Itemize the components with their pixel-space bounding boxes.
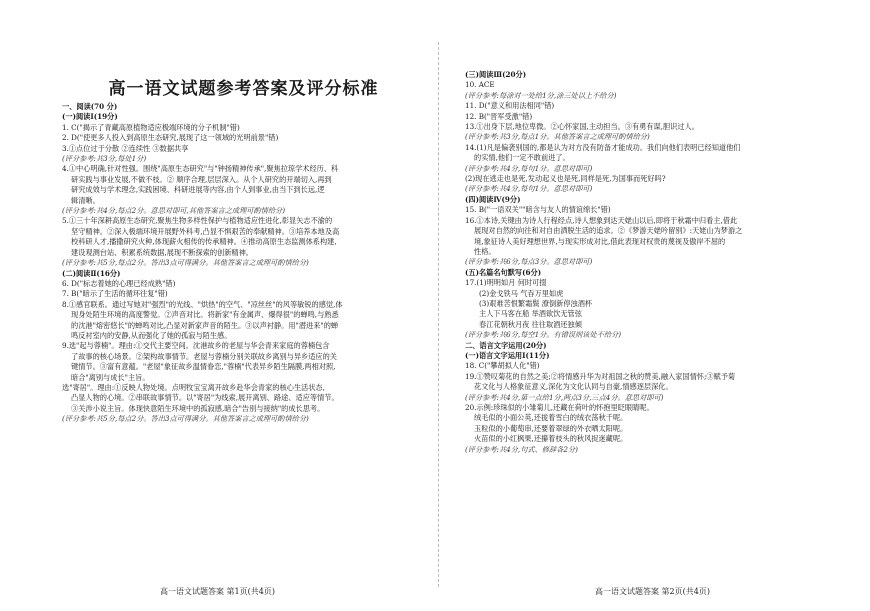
answer-line: 15. B("一语双关""暗含与友人的情谊绵长"错) — [465, 205, 611, 215]
answer-line: 绒毛似的小面公英,还拢着雪白的绒衣荡秋千呢。 — [474, 413, 628, 423]
scoring-note: (评分参考:共3分,每点1分。其他答案言之成理可酌情给分) — [465, 132, 650, 142]
answer-line: 鸣反衬室内的安静,从而强化了她的孤寂与陌生感。 — [71, 330, 232, 340]
answer-line: 11. D("意义和用法相同"错) — [465, 101, 555, 111]
scoring-note: (评分参考:共4分,句式、修辞各2分) — [465, 444, 578, 454]
section-heading: (一)阅读Ⅰ(19分) — [62, 112, 118, 122]
answer-line: 16.①本诗,关键由为诗人行程经点,诗人想象到达天姥山以后,即将于秋霜中归看主,借此 — [465, 215, 738, 225]
page-title: 高一语文试题参考答案及评分标准 — [108, 79, 379, 99]
answer-line: (2)金戈铁马 气吞万里如虎 — [479, 288, 564, 298]
answer-line: 了故事的核心场景。②架构故事情节。老屋与蓉楠分别关联故乡离别与异乡适应的关 — [71, 351, 337, 361]
answer-line: 花文化与人格象征意义,深化为文化认同与自豪,情感逐层深化。 — [474, 382, 673, 392]
answer-line: 建设观测台站、积累系统数据,展现不断探索的创新精神。 — [71, 247, 253, 257]
scoring-note: (评分参考:每涂对一处给1分,涂三处以上不给分) — [465, 90, 617, 100]
answer-line: 选"寄居"。理由:①反映人物处境。点明牧宝宝离开故乡赴华会青家的核心生活状态, — [62, 382, 325, 392]
answer-line: 17.(1)明明如月 何时可掇 — [465, 278, 547, 288]
answer-line: 键情节。③富有意蕴。"老屋"象征故乡温情眷恋,"蓉楠"代表异乡陌生隔膜,两相对照, — [71, 362, 336, 372]
answer-line: 主人下马客在船 举酒欲饮无管弦 — [479, 309, 582, 319]
answer-line: 展现对自然的向往和对自由洒脱生活的追求。②《梦游天姥吟留别》:天姥山为梦游之 — [474, 226, 743, 236]
answer-line: 5.①三十年深耕高原生态研究,聚焦生物多样性保护与植物适应性进化,彰显矢志不渝的 — [62, 216, 333, 226]
answer-line: 8.①感官联系。通过写她对"强烈"的光线、"烘热"的空气、"凉丝丝"的风等敏锐的感觉,体 — [62, 299, 343, 309]
section-heading: (四)阅读Ⅳ(9分) — [465, 194, 521, 204]
footer-right: 高一语文试题答案 第2页(共4页) — [595, 587, 710, 596]
section-heading: 一、阅读(70 分) — [62, 102, 118, 111]
answer-line: 玉粒似的小葡萄串,还要着翠绿的外衣晒太阳呢。 — [474, 423, 628, 433]
section-heading: (五)名篇名句默写(6分) — [465, 267, 542, 277]
answer-line: (2)现在逃走也是死,发动起义也是死,同样是死,为国事而死好吗? — [465, 174, 666, 184]
footer-left: 高一语文试题答案 第1页(共4页) — [160, 587, 275, 596]
scoring-note: (评分参考:共5分,每点2分。答出3点可得满分。其他答案言之成理可酌情给分) — [62, 414, 309, 424]
answer-line: 校科研人才,播撒研究火种,体现薪火相传的传承精神。④推动高原生态监测体系构建, — [71, 237, 337, 247]
scoring-note: (评分参考:共6分,每点3分。意思对即可) — [465, 257, 593, 267]
section-heading: (一)语言文字运用Ⅰ(11分) — [465, 350, 550, 360]
answer-line: 现身处陌生环境的高度警觉。②声音对比。将新家"有金属声、爆得很"的蝉鸣,与熟悉 — [71, 310, 339, 320]
answer-line: 辑清晰。 — [71, 195, 100, 205]
section-heading: (三)阅读Ⅲ(20分) — [465, 70, 527, 79]
section-heading: 二、语言文字运用(20分) — [465, 340, 547, 350]
section-heading: (二)阅读Ⅱ(16分) — [62, 268, 121, 278]
left-column-body — [62, 102, 425, 425]
answer-line: 研究成效与学术理念,实践困境、科研进展等内容,由个人到事业,由当下到长远,逻 — [71, 185, 325, 195]
answer-line: 6. D("标志着她的心理已经成熟"错) — [62, 278, 176, 288]
answer-line: 的实情,他们一定不敢前进了。 — [474, 153, 570, 163]
answer-line: 研实践与事业发展,不做不枝。② 顺序合理,层层深入。从个人研究的开端切入,再到 — [71, 174, 332, 184]
answer-line: 7. B("暗示了生活的循环往复"错) — [62, 289, 168, 299]
answer-line: (3)艰难苦恨繁霜鬓 潦倒新停浊酒杯 — [479, 298, 593, 308]
answer-line: 19.①赞叹菊花的自然之美;②将情感升华为对祖国之秋的赞美,融入家国情怀;③赋予菊 — [465, 371, 736, 381]
scoring-note: (评分参考:共4分,每点2分。意思对即可,其他答案言之成理可酌情给分) — [62, 206, 285, 216]
scoring-note: (评分参考:共5分,每点2分。答出3点可得满分。其他答案言之成理可酌情给分) — [62, 258, 309, 268]
answer-line: 12. B("晋军受激"错) — [465, 111, 533, 121]
answer-line: 坚守精神。②深入极端环境开展野外科考,凸显不惧艰苦的奉献精神。③培养本地及高 — [71, 226, 340, 236]
answer-line: 9.选"起与蓉楠"。理由:①交代主要空间。沈港故乡的老屋与华会青来家庭的蓉楠包含 — [62, 341, 330, 351]
answer-line: 3.①点位过于分散 ②连续性 ③数据共享 — [62, 143, 189, 153]
answer-line: 的沈港"熔密悠长"的蝉鸣对比,凸显对新家声音的陌生。③以声衬静。用"潜进来"的蝉 — [71, 320, 339, 330]
answer-line: ③关涉小说主旨。体现快意陌生环境中的孤寂感,暗合"告别与接纳"的成长思考。 — [71, 403, 325, 413]
answer-line: 春江花朝秋月夜 往往取酒还独倾 — [479, 319, 582, 329]
answer-line: 凸显人物的心境。②串联故事情节。以"寄居"为线索,展开离别、路途、适应等情节。 — [71, 393, 339, 403]
scoring-note: (评分参考:共4分,第一点给1分,两点3分,三点4分。意思对即可) — [465, 392, 664, 402]
answer-line: 1. C("揭示了青藏高原植物适应极端环境的分子机制"错) — [62, 122, 240, 132]
answer-line: 13.①出身下层,地位卑微。②心怀家国,主动担当。③有勇有谋,胆识过人。 — [465, 122, 699, 132]
answer-line: 18. C("攀胡拟人化"错) — [465, 361, 540, 371]
answer-line: 暗合"离别与成长"主旨。 — [71, 372, 150, 382]
answer-line: 20.示例:珍珠似的小雏菊儿,还藏在荷叶的怀抱里眨眼睛呢。 — [465, 403, 654, 412]
answer-line: 火苗似的小红枫果,还攥着枝头的秋风捉迷藏呢。 — [474, 434, 628, 444]
answer-line: 14.(1)凡是偏袭别国的,都是认为对方没有防备才能成功。我们向他们表明已经知道他们 — [465, 142, 741, 152]
right-column-body — [465, 70, 856, 455]
answer-line: 2. D("使更多人投入到高原生态研究,展现了这一领域的光明前景"错) — [62, 133, 279, 143]
page-right — [435, 0, 870, 611]
answer-line: 性格。 — [474, 246, 496, 256]
scoring-note: (评分参考:共4分,每句1分。意思对即可) — [465, 184, 593, 194]
scoring-note: (评分参考:共6分,每空1分。有错误则该处不给分) — [465, 330, 622, 340]
answer-line: 境,象征诗人美好理想世界,与现实形成对比,借此表现对权贵的蔑视及傲岸不屈的 — [474, 236, 726, 246]
scoring-note: (评分参考:共4分,每句1分。意思对即可) — [465, 163, 593, 173]
scoring-note: (评分参考:共3分,每处1分) — [62, 154, 147, 164]
answer-line: 10. ACE — [465, 80, 495, 90]
answer-line: 4.①中心明确,针对性强。围绕"高原生态研究"与"钟扬精神传承",聚焦拉琼学术经历、科 — [62, 164, 339, 174]
